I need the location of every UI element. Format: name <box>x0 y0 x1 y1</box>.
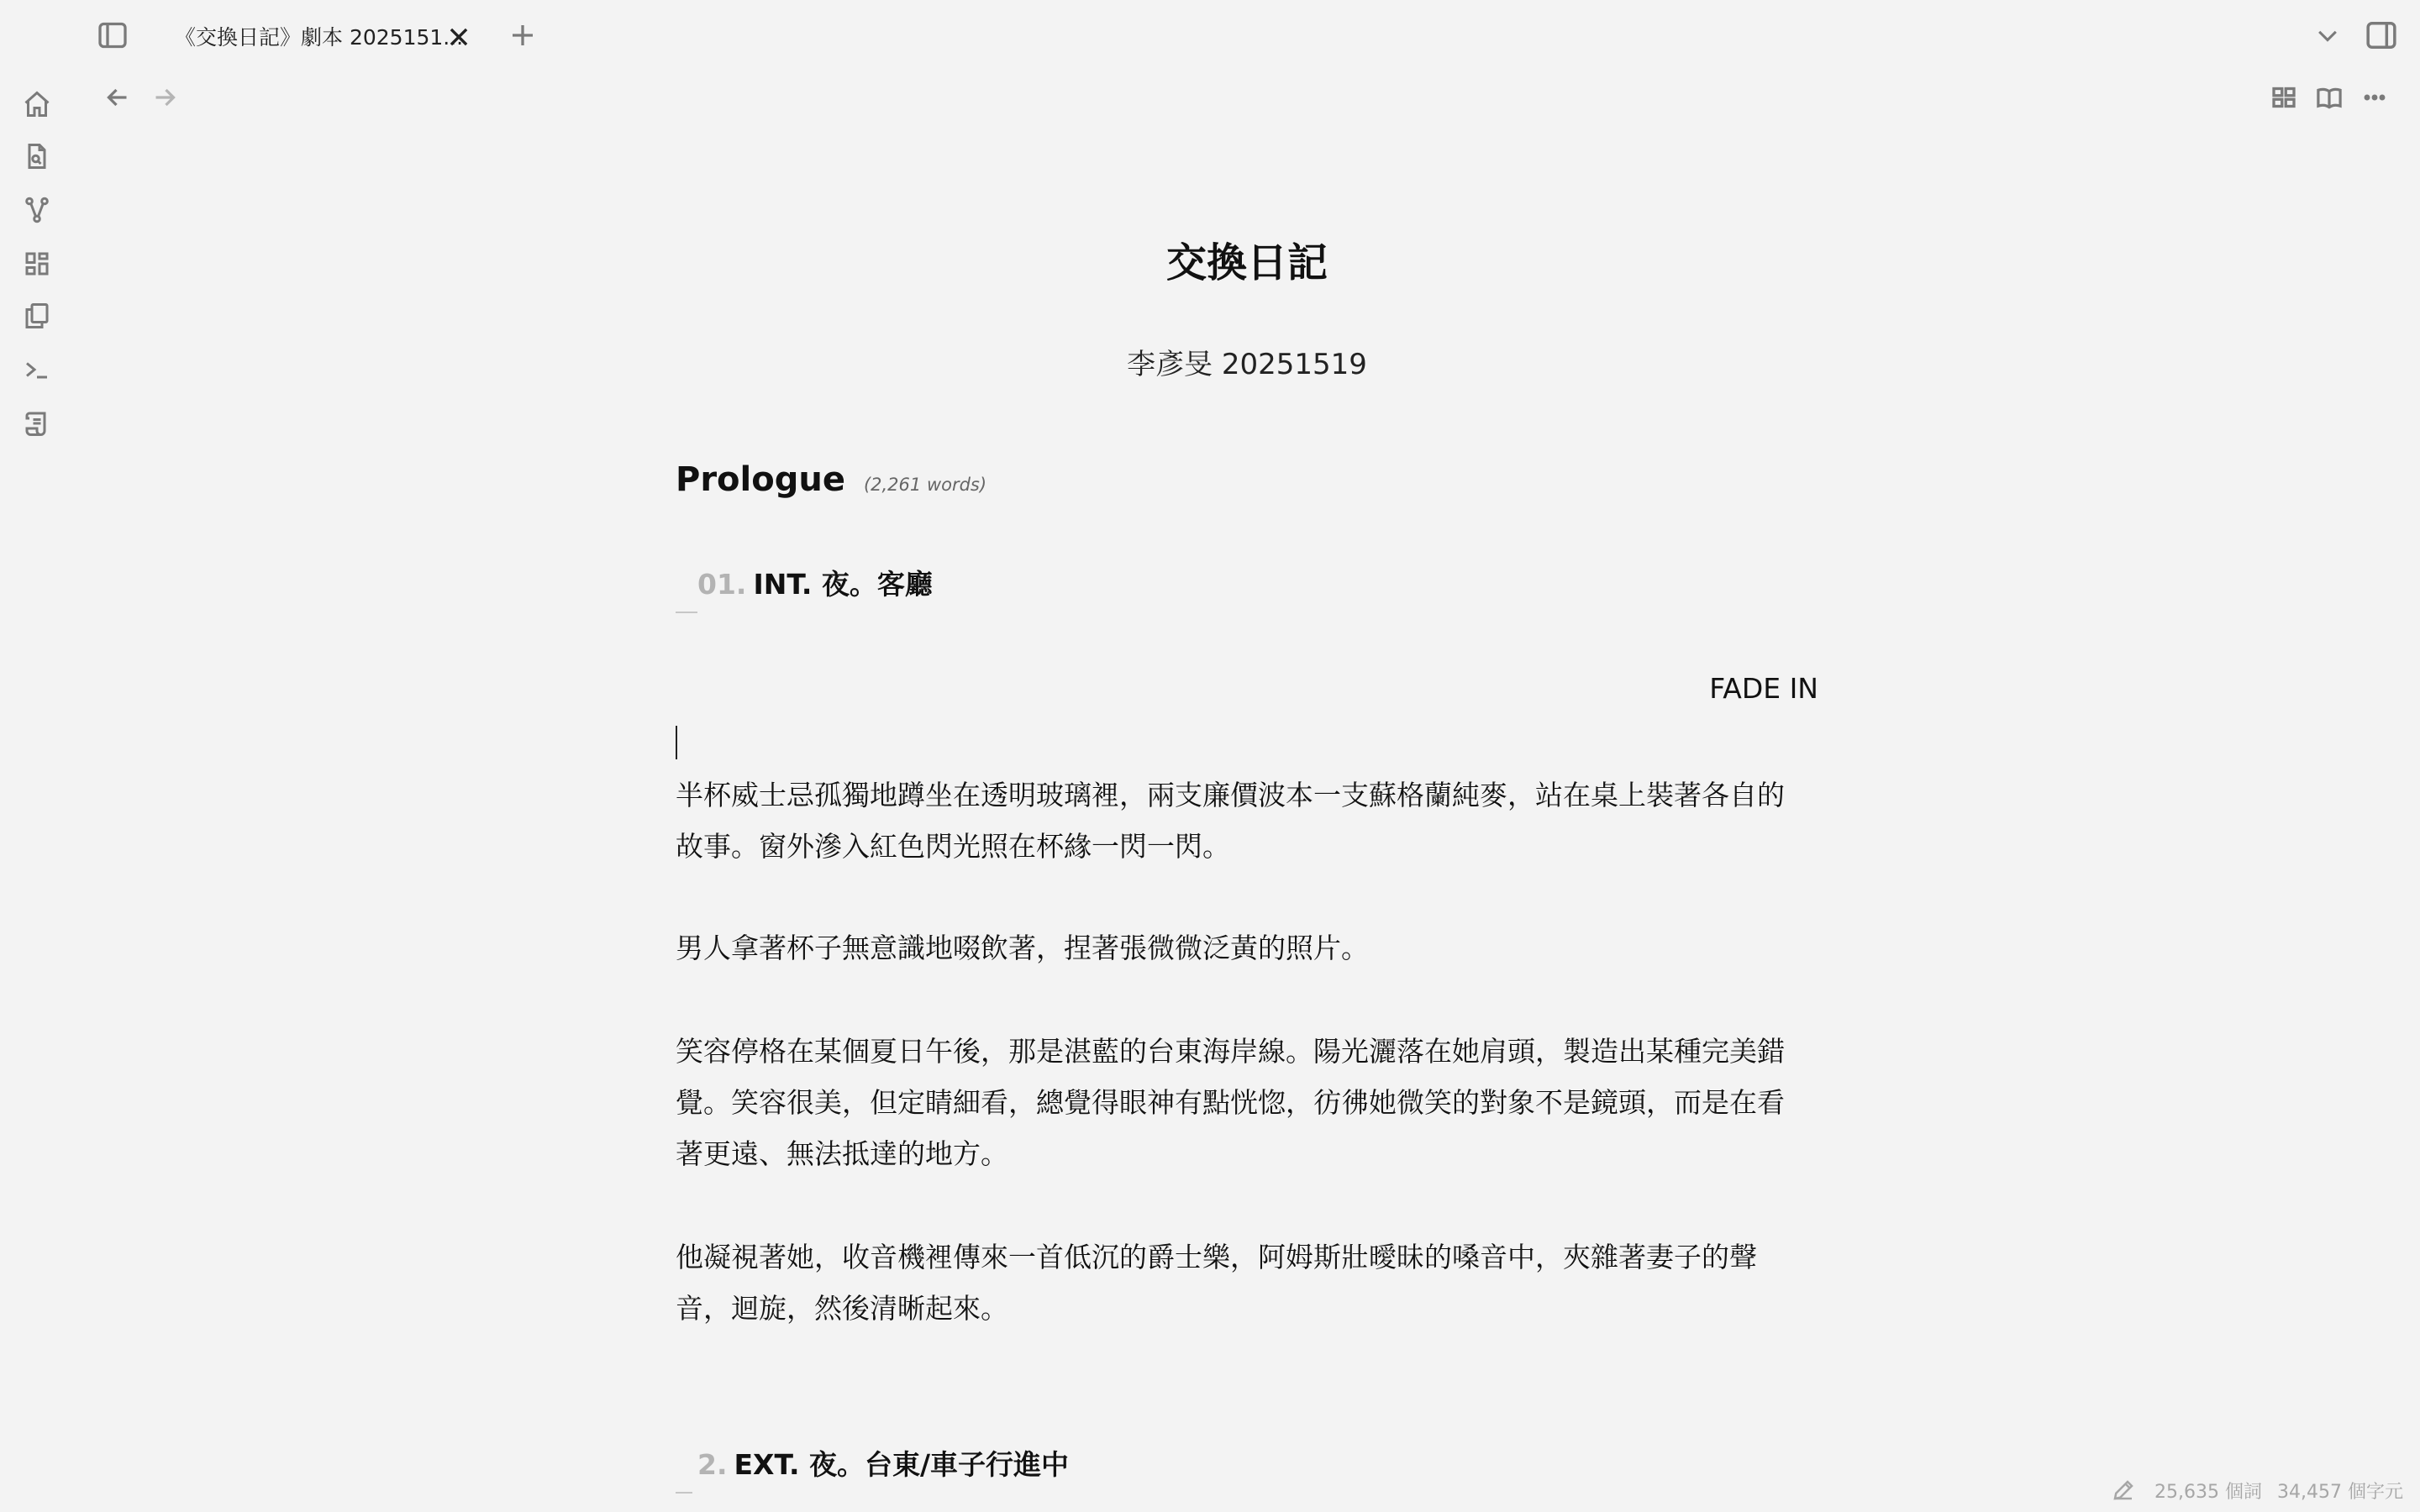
arrow-right-icon[interactable] <box>148 81 182 114</box>
left-ribbon <box>0 0 74 1512</box>
section-heading <box>676 460 986 499</box>
document-author: 李彥旻 20251519 <box>1127 348 1367 381</box>
home-icon[interactable] <box>20 87 54 121</box>
chevron-down-icon[interactable] <box>2311 18 2344 52</box>
section-name: Prologue <box>676 460 845 499</box>
text-cursor <box>676 726 677 759</box>
action-paragraph <box>676 769 1818 872</box>
scene-number: 2. <box>697 1448 728 1481</box>
paragraph-line: 笑容停格在某個夏日午後，那是湛藍的台東海岸線。陽光灑落在她肩頭，製造出某種完美錯 <box>676 1035 1785 1068</box>
section-word-count: (2,261 words) <box>863 475 987 495</box>
scene-heading <box>697 563 933 602</box>
graph-icon[interactable] <box>20 193 54 227</box>
paragraph-line: 他凝視著她，收音機裡傳來一首低沉的爵士樂，阿姆斯壯曖昧的嗓音中，夾雜著妻子的聲 <box>676 1241 1757 1273</box>
status-bar <box>2111 1475 2418 1505</box>
close-icon[interactable] <box>444 22 474 52</box>
terminal-icon[interactable] <box>20 353 54 386</box>
right-sidebar-toggle-icon[interactable] <box>2363 17 2400 54</box>
paragraph-line: 半杯威士忌孤獨地蹲坐在透明玻璃裡，兩支廉價波本一支蘇格蘭純麥，站在桌上裝著各自的 <box>676 779 1785 811</box>
scroll-icon[interactable] <box>20 407 54 440</box>
dashboard-icon[interactable] <box>20 247 54 281</box>
tab-active[interactable] <box>165 15 484 57</box>
plus-icon[interactable] <box>506 18 539 52</box>
action-paragraph <box>676 1026 1818 1179</box>
sidebar-toggle-icon[interactable] <box>94 18 131 52</box>
grid-icon[interactable] <box>2267 81 2301 114</box>
character-count: 34,457 個字元 <box>2276 1481 2403 1503</box>
paragraph-line: 著更遠、無法抵達的地方。 <box>676 1137 1008 1170</box>
scene-marker <box>676 1492 692 1494</box>
word-count: 25,635 個詞 <box>2154 1481 2262 1503</box>
document-editor[interactable] <box>676 0 1818 1512</box>
paragraph-line: 音，迴旋，然後清晰起來。 <box>676 1292 1008 1325</box>
tab-title: 《交換日記》劇本 2025151... <box>175 25 464 50</box>
more-options-icon[interactable] <box>2358 81 2391 114</box>
copy-icon[interactable] <box>20 299 54 333</box>
pencil-icon[interactable] <box>2111 1478 2136 1503</box>
paragraph-line: 覺。笑容很美，但定睛細看，總覺得眼神有點恍惚，彷彿她微笑的對象不是鏡頭，而是在看 <box>676 1086 1785 1119</box>
action-paragraph <box>676 922 1818 974</box>
file-search-icon[interactable] <box>20 139 54 173</box>
scene-marker <box>676 612 697 613</box>
book-open-icon[interactable] <box>2312 81 2346 114</box>
scene-number: 01. <box>697 568 747 601</box>
paragraph-line: 故事。窗外滲入紅色閃光照在杯緣一閃一閃。 <box>676 830 1230 863</box>
document-title: 交換日記 <box>1165 239 1328 286</box>
transition: FADE IN <box>1709 672 1818 705</box>
paragraph-line: 男人拿著杯子無意識地啜飲著，捏著張微微泛黃的照片。 <box>676 932 1369 964</box>
arrow-left-icon[interactable] <box>101 81 134 114</box>
action-paragraph <box>676 1231 1818 1334</box>
scene-heading-text: EXT. 夜。台東/車子行進中 <box>734 1448 1070 1481</box>
scene-heading <box>697 1443 1069 1483</box>
scene-heading-text: INT. 夜。客廳 <box>753 568 933 601</box>
